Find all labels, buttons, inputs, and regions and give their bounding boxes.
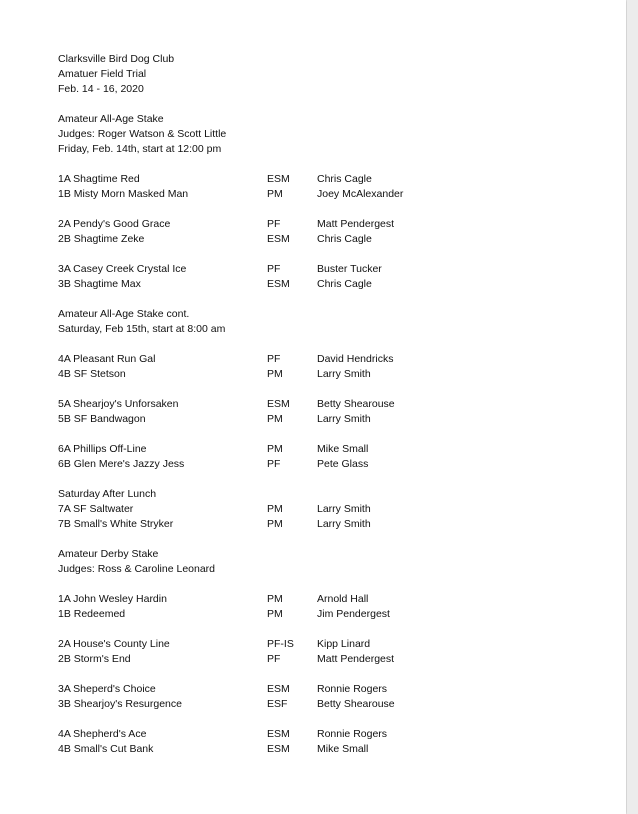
brace-row (58, 683, 618, 696)
dog-name: 4A Shepherd's Ace (58, 728, 147, 740)
owner-code: PM (267, 503, 283, 515)
brace-row (58, 608, 618, 621)
event-name: Amatuer Field Trial (58, 68, 147, 80)
dog-name: 4B Small's Cut Bank (58, 743, 154, 755)
handler-name: Mike Small (317, 743, 369, 755)
owner-code: PF (267, 353, 281, 365)
brace-row (58, 233, 618, 246)
owner-code: ESF (267, 698, 288, 710)
dog-name: 3A Casey Creek Crystal Ice (58, 263, 187, 275)
brace-row (58, 353, 618, 366)
derby-title: Amateur Derby Stake (58, 548, 159, 560)
dog-name: 6A Phillips Off-Line (58, 443, 147, 455)
dog-name: 4B SF Stetson (58, 368, 126, 380)
dog-name: 1B Misty Morn Masked Man (58, 188, 189, 200)
handler-name: Matt Pendergest (317, 653, 395, 665)
event-dates: Feb. 14 - 16, 2020 (58, 83, 144, 95)
brace-row (58, 278, 618, 291)
dog-name: 4A Pleasant Run Gal (58, 353, 156, 365)
handler-name: Larry Smith (317, 503, 371, 515)
owner-code: PM (267, 368, 283, 380)
handler-name: Mike Small (317, 443, 369, 455)
brace-row (58, 398, 618, 411)
stake-judges: Judges: Roger Watson & Scott Little (58, 128, 227, 140)
dog-name: 5B SF Bandwagon (58, 413, 146, 425)
owner-code: PF (267, 653, 281, 665)
dog-name: 3B Shearjoy's Resurgence (58, 698, 182, 710)
dog-name: 2B Shagtime Zeke (58, 233, 145, 245)
dog-name: 3A Sheperd's Choice (58, 683, 156, 695)
handler-name: Ronnie Rogers (317, 728, 388, 740)
brace-row (58, 218, 618, 231)
handler-name: Matt Pendergest (317, 218, 395, 230)
owner-code: PM (267, 188, 283, 200)
owner-code: PF (267, 458, 281, 470)
dog-name: 1B Redeemed (58, 608, 126, 620)
handler-name: Larry Smith (317, 518, 371, 530)
brace-row (58, 518, 618, 531)
derby-judges: Judges: Ross & Caroline Leonard (58, 563, 216, 575)
brace-row (58, 443, 618, 456)
owner-code: ESM (267, 728, 290, 740)
brace-row (58, 263, 618, 276)
owner-code: PM (267, 443, 283, 455)
after-lunch-title: Saturday After Lunch (58, 488, 157, 500)
dog-name: 2A House's County Line (58, 638, 170, 650)
handler-name: Jim Pendergest (317, 608, 390, 620)
brace-row (58, 743, 618, 756)
dog-name: 3B Shagtime Max (58, 278, 141, 290)
owner-code: ESM (267, 683, 290, 695)
handler-name: Joey McAlexander (317, 188, 404, 200)
handler-name: Chris Cagle (317, 173, 372, 185)
handler-name: Buster Tucker (317, 263, 382, 275)
handler-name: Ronnie Rogers (317, 683, 388, 695)
handler-name: David Hendricks (317, 353, 394, 365)
dog-name: 7A SF Saltwater (58, 503, 134, 515)
brace-row (58, 638, 618, 651)
dog-name: 2A Pendy's Good Grace (58, 218, 171, 230)
owner-code: ESM (267, 398, 290, 410)
stake-title: Amateur All-Age Stake (58, 113, 164, 125)
owner-code: ESM (267, 173, 290, 185)
owner-code: PM (267, 608, 283, 620)
handler-name: Larry Smith (317, 368, 371, 380)
handler-name: Betty Shearouse (317, 398, 395, 410)
brace-row (58, 503, 618, 516)
page-edge (627, 0, 638, 814)
stake-cont-title: Amateur All-Age Stake cont. (58, 308, 190, 320)
brace-row (58, 728, 618, 741)
owner-code: PF-IS (267, 638, 294, 650)
stake-cont-start: Saturday, Feb 15th, start at 8:00 am (58, 323, 226, 335)
handler-name: Chris Cagle (317, 278, 372, 290)
owner-code: PM (267, 593, 283, 605)
dog-name: 2B Storm's End (58, 653, 131, 665)
owner-code: ESM (267, 233, 290, 245)
club-name: Clarksville Bird Dog Club (58, 53, 175, 65)
stake-start: Friday, Feb. 14th, start at 12:00 pm (58, 143, 222, 155)
handler-name: Chris Cagle (317, 233, 372, 245)
owner-code: PM (267, 413, 283, 425)
handler-name: Larry Smith (317, 413, 371, 425)
dog-name: 7B Small's White Stryker (58, 518, 174, 530)
dog-name: 1A Shagtime Red (58, 173, 140, 185)
dog-name: 5A Shearjoy's Unforsaken (58, 398, 179, 410)
handler-name: Kipp Linard (317, 638, 371, 650)
brace-row (58, 368, 618, 381)
brace-row (58, 458, 618, 471)
owner-code: PM (267, 518, 283, 530)
dog-name: 6B Glen Mere's Jazzy Jess (58, 458, 185, 470)
brace-row (58, 188, 618, 201)
dog-name: 1A John Wesley Hardin (58, 593, 167, 605)
handler-name: Arnold Hall (317, 593, 369, 605)
brace-row (58, 173, 618, 186)
owner-code: PF (267, 263, 281, 275)
brace-row (58, 698, 618, 711)
brace-row (58, 593, 618, 606)
handler-name: Pete Glass (317, 458, 369, 470)
brace-row (58, 653, 618, 666)
owner-code: PF (267, 218, 281, 230)
brace-row (58, 413, 618, 426)
owner-code: ESM (267, 278, 290, 290)
owner-code: ESM (267, 743, 290, 755)
handler-name: Betty Shearouse (317, 698, 395, 710)
